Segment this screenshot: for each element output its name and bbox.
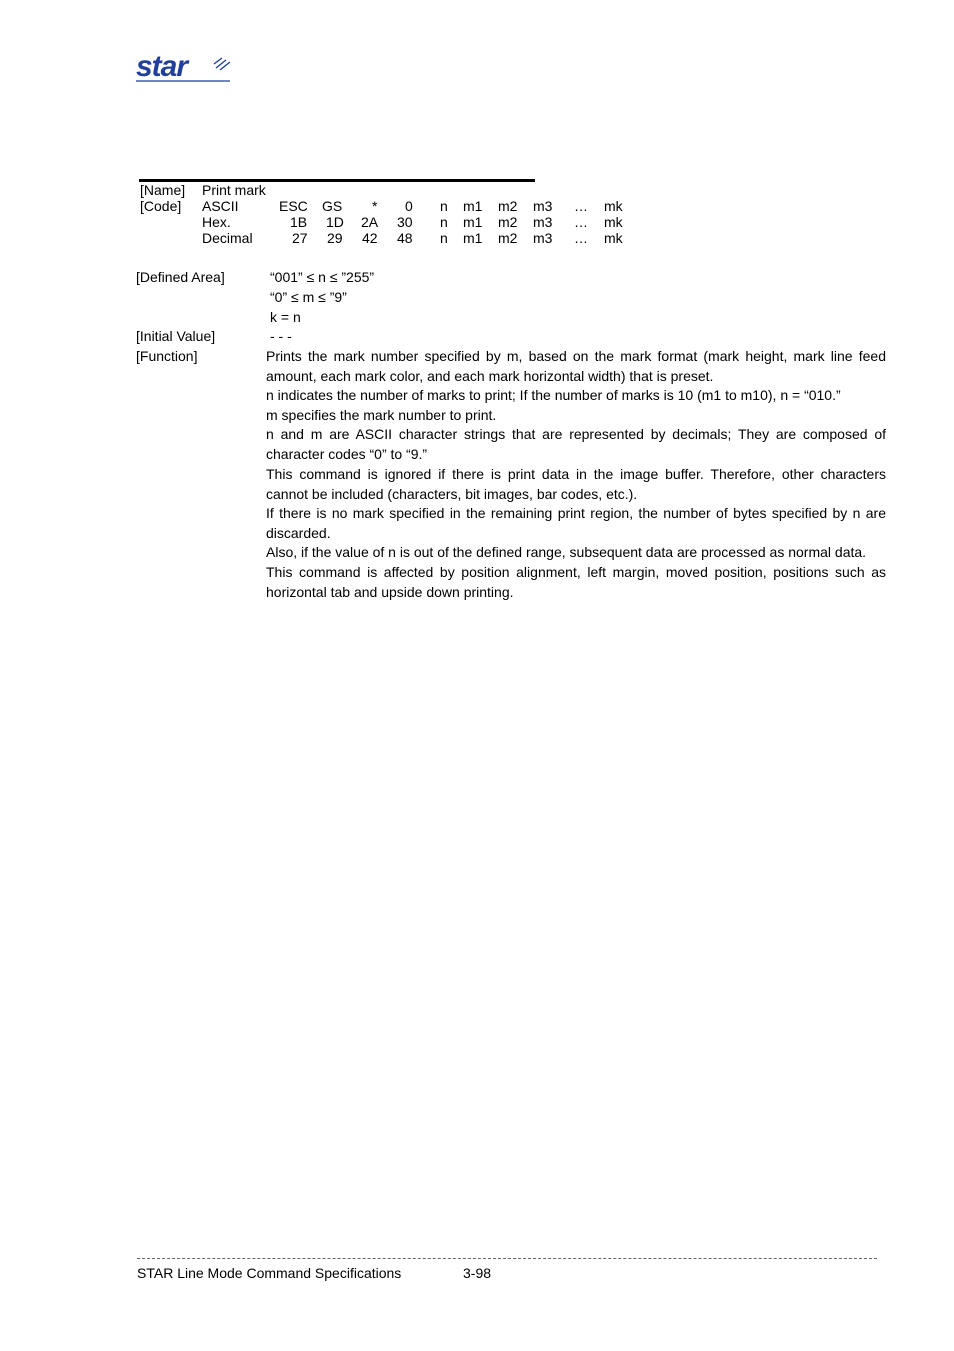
defined-area-line: “0” ≤ m ≤ ”9” — [270, 289, 347, 305]
code-cell: m3 — [533, 198, 553, 214]
initial-value-label: [Initial Value] — [136, 328, 216, 344]
function-paragraph: Prints the mark number specified by m, based on the mark format (mark height, mark line feed amount, each mark color, and each mark horizontal width) that is preset. — [266, 348, 886, 384]
initial-value: - - - — [270, 328, 292, 344]
code-row-label: Hex. — [202, 214, 231, 230]
code-cell: mk — [604, 198, 623, 214]
svg-text:star: star — [136, 50, 188, 83]
code-cell: n — [440, 198, 448, 214]
code-cell: 42 — [362, 230, 378, 246]
code-cell: … — [574, 230, 588, 246]
defined-area-label: [Defined Area] — [136, 269, 225, 285]
page-number: 3-98 — [463, 1265, 492, 1281]
function-paragraph: Also, if the value of n is out of the defined range, subsequent data are processed as normal data. — [266, 544, 867, 560]
footer-title: STAR Line Mode Command Specifications — [137, 1265, 402, 1281]
code-cell: n — [440, 230, 448, 246]
code-row-label: ASCII — [202, 198, 239, 214]
code-cell: m2 — [498, 198, 518, 214]
code-row-label: Decimal — [202, 230, 253, 246]
code-cell: 29 — [327, 230, 343, 246]
code-cell: … — [574, 198, 588, 214]
code-cell: m1 — [463, 230, 483, 246]
code-cell: m1 — [463, 198, 483, 214]
name-value: Print mark — [202, 182, 266, 198]
function-label: [Function] — [136, 348, 198, 364]
code-label: [Code] — [140, 198, 182, 214]
function-paragraph: This command is ignored if there is print data in the image buffer. Therefore, other characters cannot be included (characters, bit images, bar codes, etc.). — [266, 466, 886, 502]
code-cell: 27 — [292, 230, 308, 246]
code-cell: * — [372, 198, 378, 214]
code-cell: … — [574, 214, 588, 230]
code-cell: ESC — [279, 198, 308, 214]
code-cell: n — [440, 214, 448, 230]
code-cell: m3 — [533, 214, 553, 230]
code-cell: m2 — [498, 214, 518, 230]
defined-area-line: “001” ≤ n ≤ ”255” — [270, 269, 375, 285]
function-paragraph: n and m are ASCII character strings that are represented by decimals; They are composed of character codes “0” to “9.” — [266, 426, 886, 462]
function-paragraph: m specifies the mark number to print. — [266, 407, 497, 423]
code-cell: m1 — [463, 214, 483, 230]
function-paragraph: If there is no mark specified in the remaining print region, the number of bytes specified by n are discarded. — [266, 505, 886, 541]
code-cell: 1D — [326, 214, 344, 230]
footer-rule — [137, 1258, 877, 1259]
code-cell: GS — [322, 198, 343, 214]
code-cell: m2 — [498, 230, 518, 246]
function-paragraph: This command is affected by position alignment, left margin, moved position, positions such as horizontal tab and upside down printing. — [266, 564, 886, 600]
function-paragraph: n indicates the number of marks to print; If the number of marks is 10 (m1 to m10), n = “010.” — [266, 387, 841, 403]
title-rule — [139, 179, 535, 182]
code-cell: mk — [604, 230, 623, 246]
code-cell: m3 — [533, 230, 553, 246]
star-logo — [136, 50, 232, 84]
code-cell: 1B — [290, 214, 308, 230]
defined-area-line: k = n — [270, 309, 301, 325]
code-cell: mk — [604, 214, 623, 230]
name-label: [Name] — [140, 182, 186, 198]
code-cell: 30 — [397, 214, 413, 230]
code-cell: 48 — [397, 230, 413, 246]
code-cell: 0 — [405, 198, 413, 214]
code-cell: 2A — [361, 214, 379, 230]
